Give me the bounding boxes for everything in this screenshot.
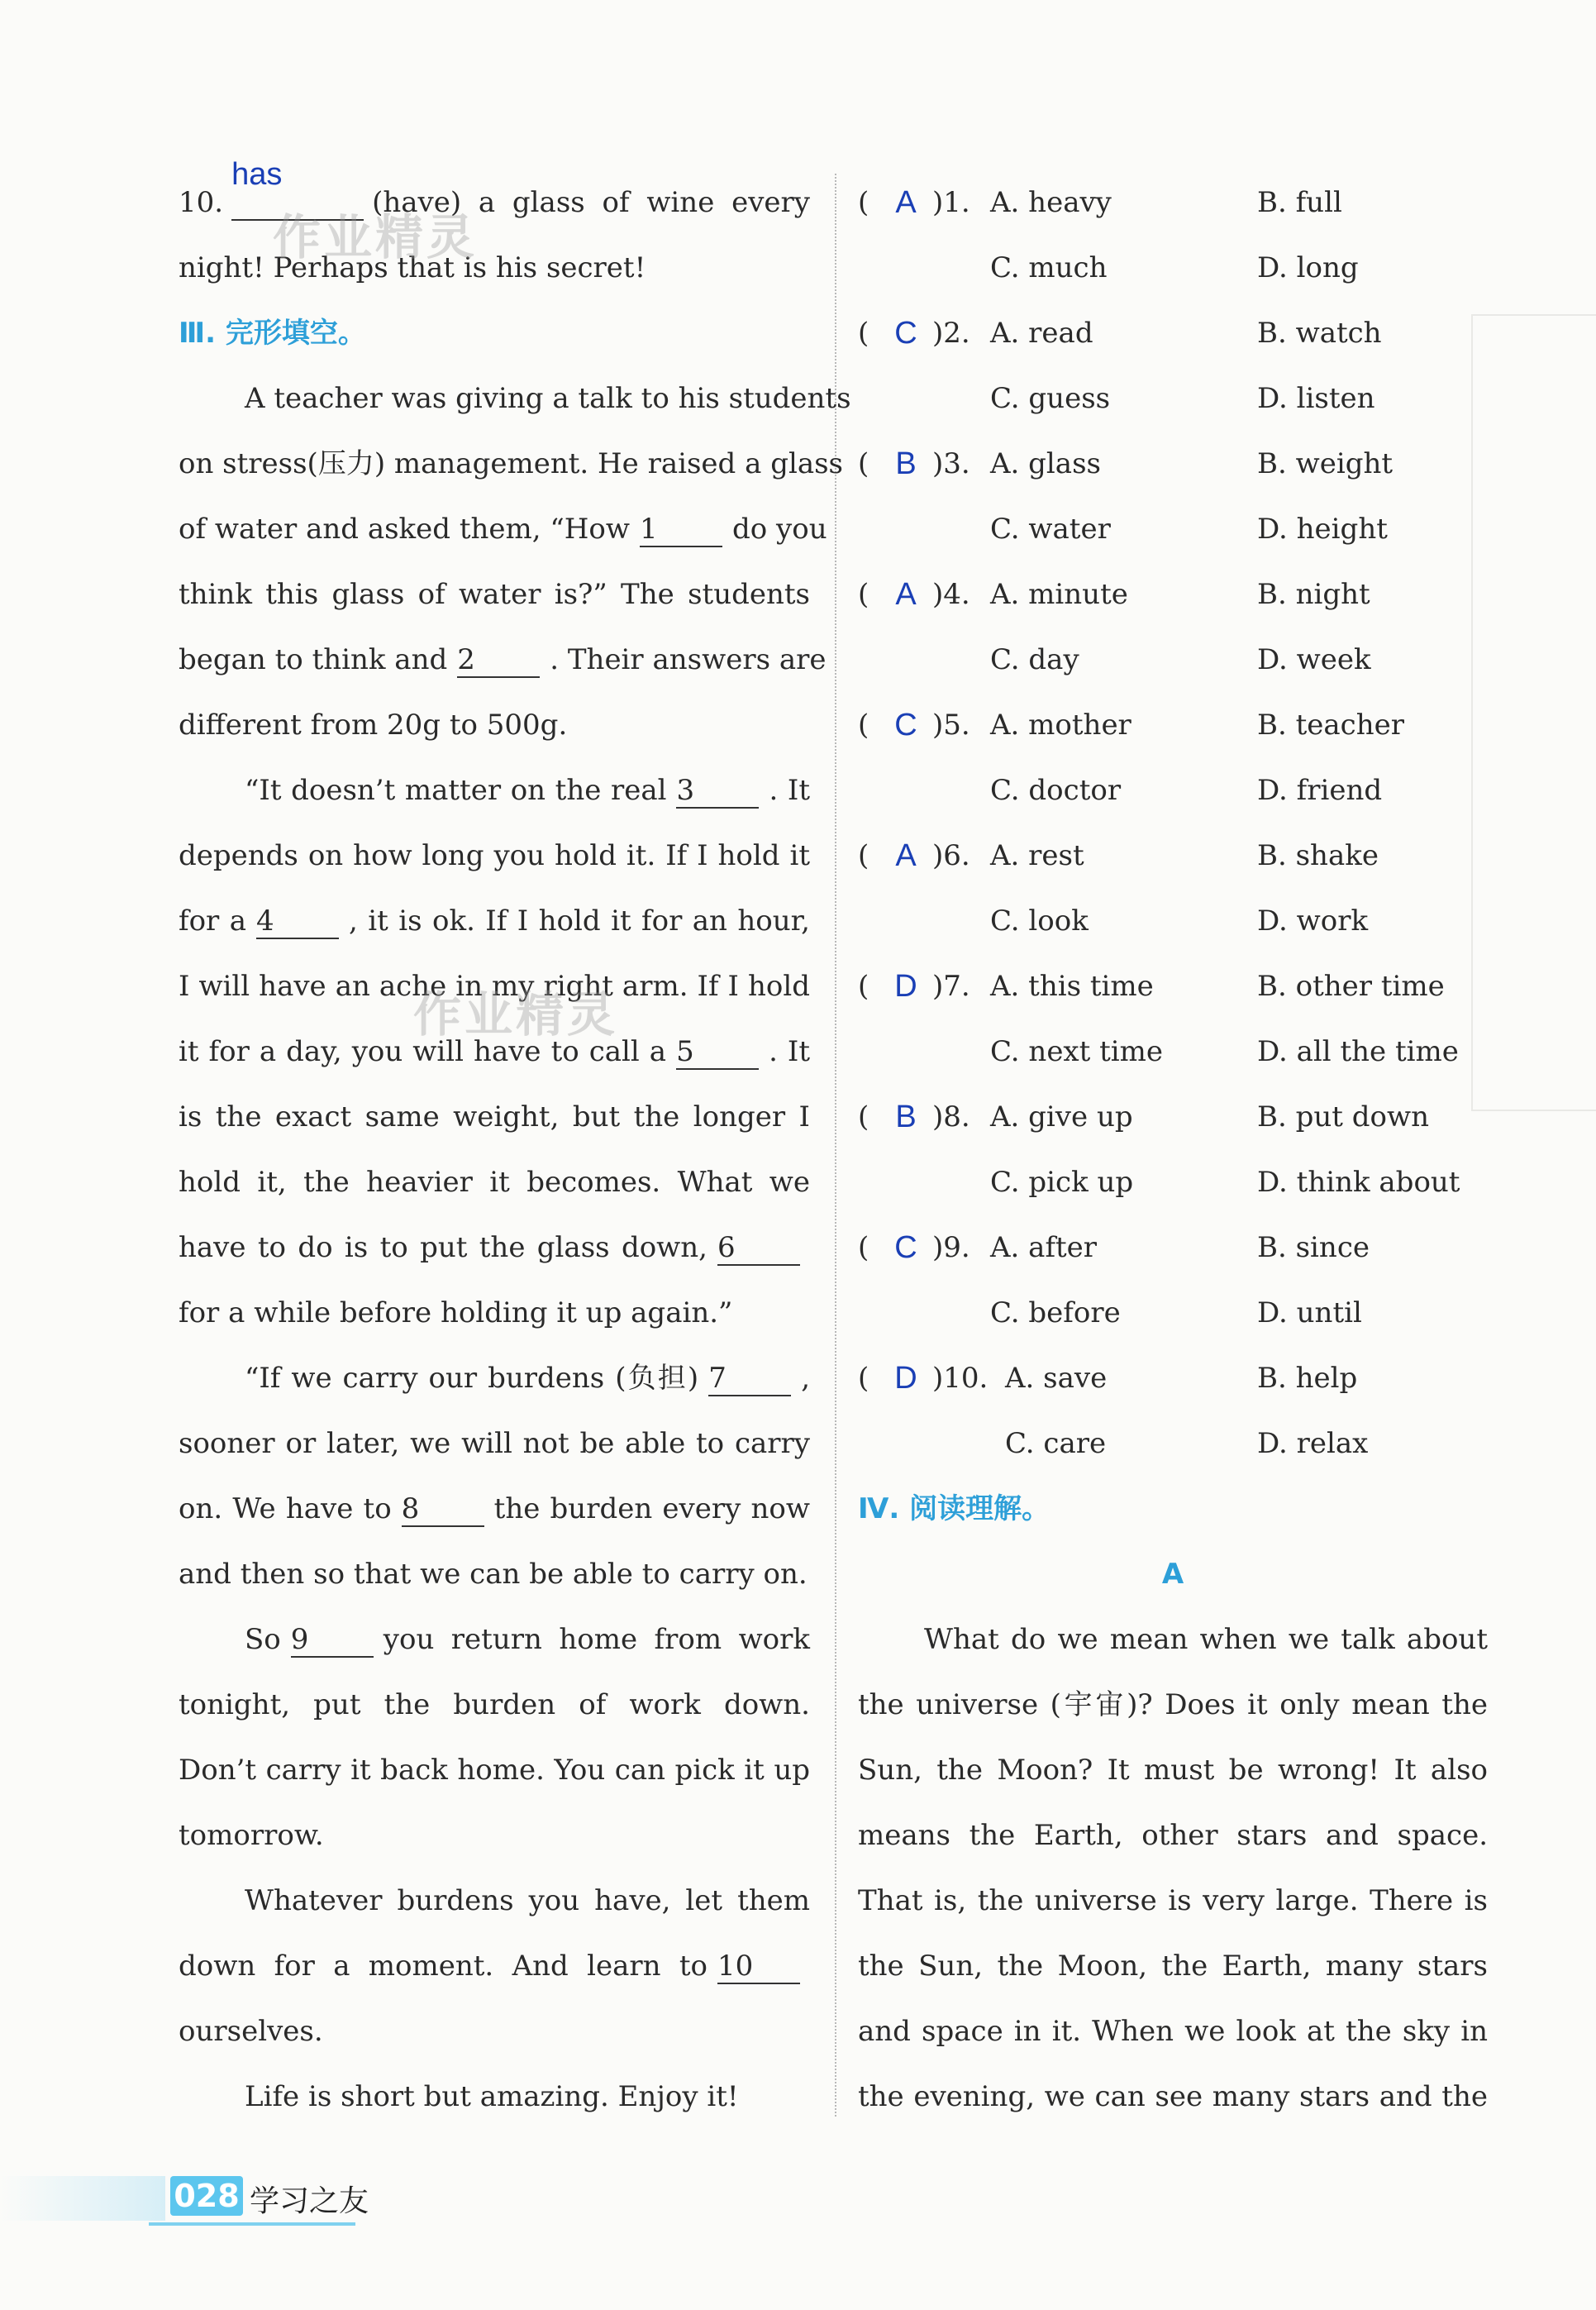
option-a[interactable]: A. mother <box>990 709 1131 742</box>
answer-bracket: ( <box>858 447 869 480</box>
handwritten-answer: C <box>894 316 917 351</box>
left-column <box>179 157 851 2130</box>
show-through-border <box>1471 314 1596 1111</box>
passage-text: have to do is to put the glass down, <box>179 1231 707 1264</box>
choice-row <box>858 432 1488 497</box>
answer-bracket: ( <box>858 1231 869 1264</box>
option-b[interactable]: B. watch <box>1257 317 1382 350</box>
handwritten-answer: A <box>895 577 917 612</box>
option-c[interactable]: C. guess <box>990 382 1111 415</box>
page-number-badge: 028 <box>170 2176 243 2216</box>
passage-line: Whatever burdens you have, let them <box>245 1884 810 1917</box>
option-d[interactable]: D. friend <box>1257 774 1383 807</box>
reading-line: the Sun, the Moon, the Earth, many stars <box>858 1950 1488 1983</box>
question-number: )6. <box>932 839 970 872</box>
passage-text: “It doesn’t matter on the real <box>245 774 667 807</box>
passage-text: you return home from work <box>383 1623 810 1656</box>
question-number: )4. <box>932 578 970 611</box>
passage-text: do you <box>731 513 827 546</box>
passage-line: and then so that we can be able to carry on. <box>179 1558 808 1591</box>
question-number: )1. <box>932 186 970 219</box>
passage-line: tonight, put the burden of work down. <box>179 1688 810 1721</box>
question-number: )3. <box>932 447 970 480</box>
choice-row <box>858 1019 1488 1085</box>
question-text: (have) a glass of wine every <box>372 186 810 219</box>
choice-row <box>858 1411 1488 1477</box>
handwritten-answer: has <box>231 157 283 192</box>
cloze-blank[interactable]: 6 <box>717 1231 800 1266</box>
answer-bracket: ( <box>858 186 869 219</box>
passage-line <box>179 1346 810 1411</box>
reading-line: the evening, we can see many stars and the <box>858 2080 1488 2113</box>
choice-row <box>858 1150 1488 1215</box>
choice-row <box>858 497 1488 562</box>
cloze-blank[interactable]: 10 <box>717 1950 800 1984</box>
choice-row <box>858 823 1488 889</box>
handwritten-answer: C <box>894 1230 917 1265</box>
option-d[interactable]: D. all the time <box>1257 1035 1459 1068</box>
choice-row <box>858 954 1488 1019</box>
option-a[interactable]: A. this time <box>990 970 1154 1003</box>
passage-text: , <box>801 1362 810 1395</box>
question-number: )10. <box>932 1362 989 1395</box>
option-a[interactable]: A. glass <box>990 447 1101 480</box>
choice-row <box>858 1215 1488 1281</box>
handwritten-answer: B <box>895 1100 917 1134</box>
handwritten-answer: D <box>894 1361 917 1396</box>
passage-text: on. We have to <box>179 1492 392 1525</box>
passage-line: different from 20g to 500g. <box>179 709 568 742</box>
cloze-blank[interactable]: 9 <box>291 1623 374 1658</box>
choice-row <box>858 1346 1488 1411</box>
option-c[interactable]: C. much <box>990 251 1108 284</box>
option-b[interactable]: B. night <box>1257 578 1370 611</box>
answer-bracket: ( <box>858 1362 869 1395</box>
choice-row <box>858 562 1488 628</box>
option-d[interactable]: D. work <box>1257 904 1369 938</box>
cloze-blank[interactable]: 2 <box>457 643 540 678</box>
choice-row <box>858 628 1488 693</box>
section-title-reading: Ⅳ. 阅读理解。 <box>858 1492 1051 1525</box>
passage-line <box>179 1477 810 1542</box>
cloze-blank[interactable]: 7 <box>708 1362 791 1396</box>
question-number: )2. <box>932 317 970 350</box>
answer-bracket: ( <box>858 578 869 611</box>
passage-text: So <box>245 1623 281 1656</box>
choice-row <box>858 889 1488 954</box>
option-b[interactable]: B. shake <box>1257 839 1379 872</box>
handwritten-answer: A <box>895 185 917 220</box>
choice-row <box>858 758 1488 823</box>
watermark: 作业精灵 <box>273 209 479 265</box>
option-b[interactable]: B. teacher <box>1257 709 1404 742</box>
option-c[interactable]: C. water <box>990 513 1111 546</box>
passage-line <box>179 1215 810 1281</box>
cloze-blank[interactable]: 1 <box>640 513 722 547</box>
option-b[interactable]: B. other time <box>1257 970 1445 1003</box>
option-b[interactable]: B. full <box>1257 186 1342 219</box>
option-d[interactable]: D. until <box>1257 1296 1362 1329</box>
watermark: 作业精灵 <box>413 986 619 1043</box>
answer-bracket: ( <box>858 839 869 872</box>
option-a[interactable]: A. give up <box>990 1100 1133 1134</box>
option-c[interactable]: C. doctor <box>990 774 1122 807</box>
passage-text: . It <box>769 1035 810 1068</box>
choice-row <box>858 1281 1488 1346</box>
passage-line: sooner or later, we will not be able to carry <box>179 1427 810 1460</box>
passage-line: A teacher was giving a talk to his students <box>245 382 851 415</box>
passage-line: on stress(压力) management. He raised a glass <box>179 447 843 480</box>
option-a[interactable]: A. after <box>990 1231 1098 1264</box>
passage-line: for a while before holding it up again.” <box>179 1296 733 1329</box>
cloze-blank[interactable]: 4 <box>256 904 339 939</box>
brand-name: 学习之友 <box>250 2184 369 2218</box>
passage-line <box>179 758 810 823</box>
option-c[interactable]: C. pick up <box>990 1166 1134 1199</box>
option-d[interactable]: D. week <box>1257 643 1371 676</box>
choice-row <box>858 170 1488 236</box>
answer-bracket: ( <box>858 317 869 350</box>
option-d[interactable]: D. think about <box>1257 1166 1460 1199</box>
reading-line: That is, the universe is very large. There is <box>858 1884 1488 1917</box>
option-d[interactable]: D. relax <box>1257 1427 1369 1460</box>
cloze-blank[interactable]: 5 <box>676 1035 759 1070</box>
passage-text: . It <box>769 774 810 807</box>
passage-line: depends on how long you hold it. If I hold it <box>179 839 810 872</box>
passage-text: , it is ok. If I hold it for an hour, <box>349 904 810 938</box>
reading-line: What do we mean when we talk about <box>924 1623 1488 1656</box>
option-d[interactable]: D. listen <box>1257 382 1375 415</box>
passage-line: Life is short but amazing. Enjoy it! <box>245 2080 739 2113</box>
option-a[interactable]: A. minute <box>990 578 1128 611</box>
choice-row <box>858 236 1488 301</box>
reading-line: Sun, the Moon? It must be wrong! It also <box>858 1754 1488 1787</box>
question-number: 10. <box>179 186 224 219</box>
choice-row <box>858 1085 1488 1150</box>
option-c[interactable]: C. before <box>990 1296 1121 1329</box>
passage-line: tomorrow. <box>179 1819 324 1852</box>
option-b[interactable]: B. put down <box>1257 1100 1429 1134</box>
question-number: )5. <box>932 709 970 742</box>
question-number: )9. <box>932 1231 970 1264</box>
answer-bracket: ( <box>858 1100 869 1134</box>
question-number: )7. <box>932 970 970 1003</box>
option-c[interactable]: C. look <box>990 904 1089 938</box>
choice-row <box>858 366 1488 432</box>
handwritten-answer: A <box>895 838 917 873</box>
passage-line: is the exact same weight, but the longer I <box>179 1100 810 1134</box>
passage-line: I will have an ache in my right arm. If I hold <box>179 970 810 1003</box>
answer-bracket: ( <box>858 970 869 1003</box>
option-d[interactable]: D. long <box>1257 251 1359 284</box>
passage-text: down for a moment. And learn to <box>179 1950 707 1983</box>
passage-text: the burden every now <box>493 1492 810 1525</box>
reading-line: and space in it. When we look at the sky in <box>858 2015 1488 2048</box>
passage-text: for a <box>179 904 247 938</box>
handwritten-answer: C <box>894 708 917 742</box>
passage-line: Don’t carry it back home. You can pick it up <box>179 1754 810 1787</box>
cloze-blank[interactable]: 3 <box>676 774 759 809</box>
passage-text: of water and asked them, “How <box>179 513 630 546</box>
passage-line <box>179 497 827 562</box>
option-a[interactable]: A. read <box>990 317 1093 350</box>
reading-line: means the Earth, other stars and space. <box>858 1819 1488 1852</box>
option-b[interactable]: B. weight <box>1257 447 1394 480</box>
choice-row <box>858 301 1488 366</box>
handwritten-answer: B <box>895 446 917 481</box>
passage-line <box>179 1934 810 1999</box>
passage-text: began to think and <box>179 643 448 676</box>
footer-underline <box>149 2222 355 2226</box>
question-number: )8. <box>932 1100 970 1134</box>
passage-line: ourselves. <box>179 2015 323 2048</box>
option-c[interactable]: C. care <box>1005 1427 1107 1460</box>
passage-line: hold it, the heavier it becomes. What we <box>179 1166 810 1199</box>
choice-row <box>858 693 1488 758</box>
option-b[interactable]: B. help <box>1257 1362 1358 1395</box>
reading-line: the universe (宇宙)? Does it only mean the <box>858 1688 1488 1721</box>
option-c[interactable]: C. day <box>990 643 1079 676</box>
option-a[interactable]: A. heavy <box>990 186 1112 219</box>
option-c[interactable]: C. next time <box>990 1035 1163 1068</box>
passage-line: think this glass of water is?” The students <box>179 578 810 611</box>
handwritten-answer: D <box>894 969 917 1004</box>
option-d[interactable]: D. height <box>1257 513 1388 546</box>
option-a[interactable]: A. save <box>1005 1362 1108 1395</box>
passage-text: “If we carry our burdens (负担) <box>245 1362 699 1395</box>
option-b[interactable]: B. since <box>1257 1231 1370 1264</box>
reading-a-heading: A <box>1161 1558 1184 1591</box>
footer-fade <box>0 2176 165 2221</box>
passage-line <box>179 1607 810 1673</box>
answer-bracket: ( <box>858 709 869 742</box>
passage-text: . Their answers are <box>550 643 827 676</box>
passage-line <box>179 628 827 693</box>
option-a[interactable]: A. rest <box>990 839 1084 872</box>
question-10-line: night! Perhaps that is his secret! <box>179 251 646 284</box>
right-column <box>858 170 1488 2130</box>
passage-line <box>179 889 810 954</box>
cloze-blank[interactable]: 8 <box>402 1492 484 1527</box>
section-title-cloze: Ⅲ. 完形填空。 <box>179 317 366 350</box>
passage-text: it for a day, you will have to call a <box>179 1035 667 1068</box>
